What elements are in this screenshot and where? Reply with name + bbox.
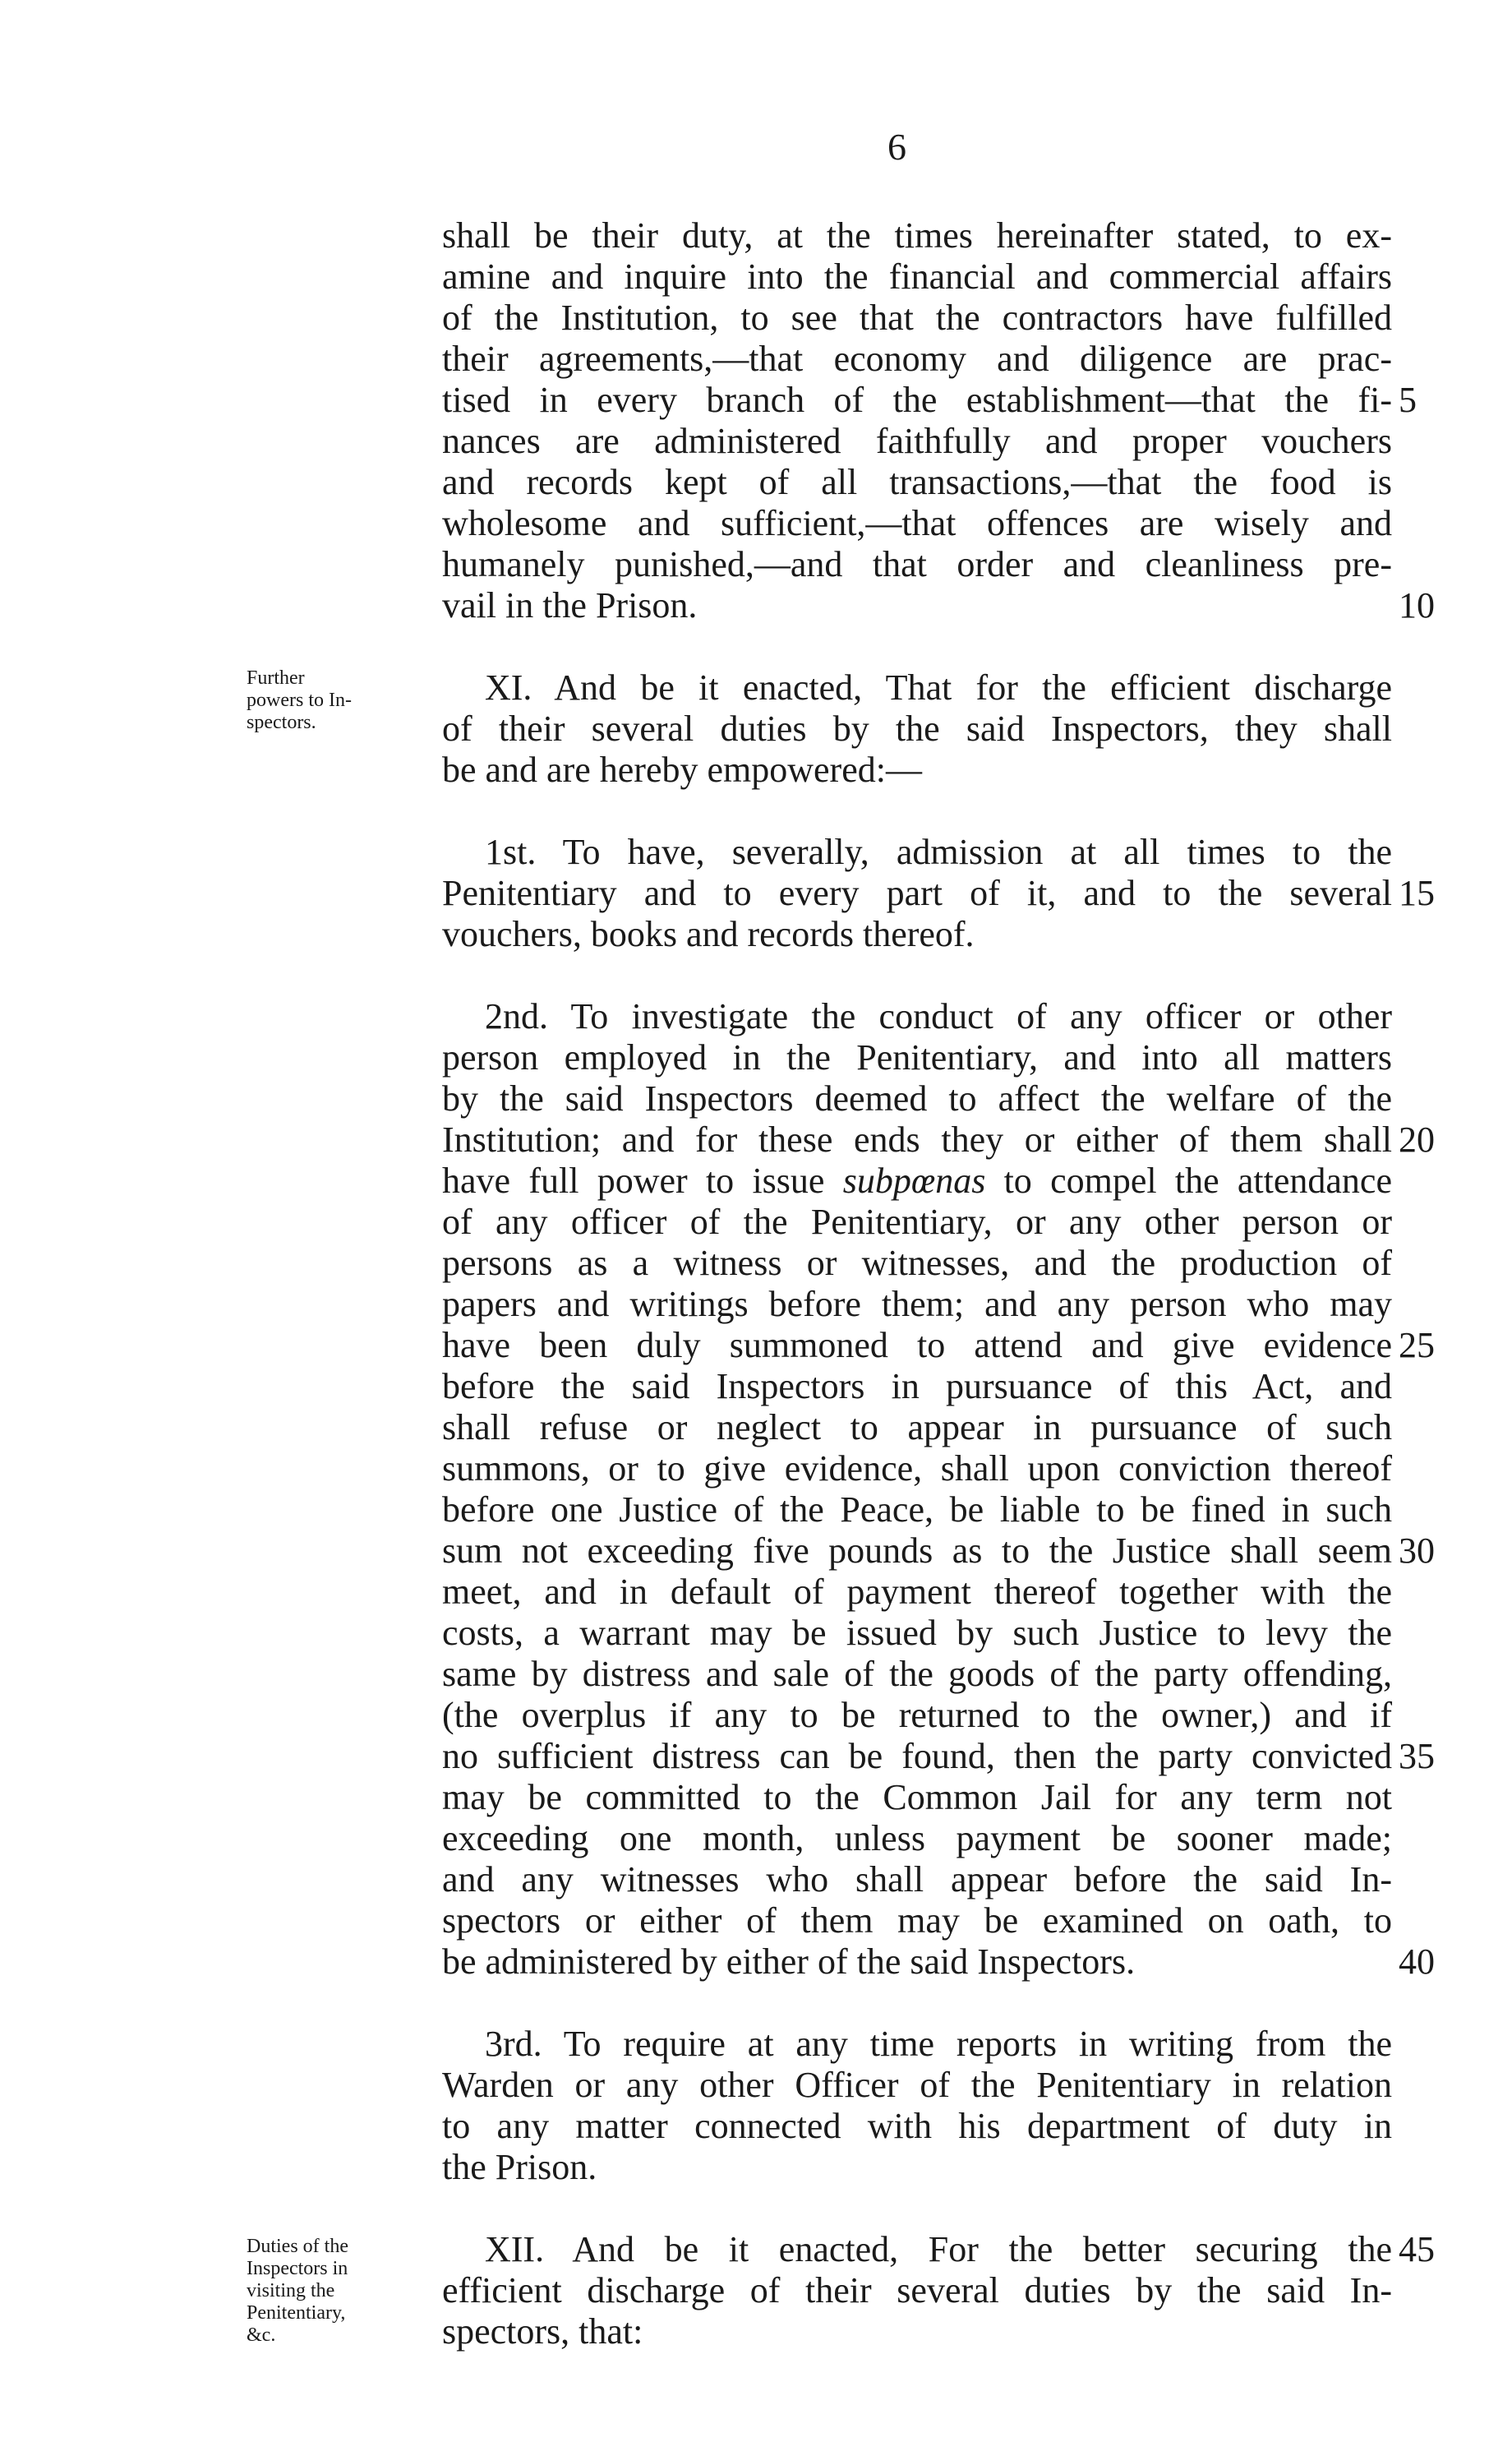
margin-note (247, 2236, 419, 2347)
margin-note-line: Penitentiary, (247, 2302, 346, 2324)
text-line: of their several duties by the said Inspectors, they shall (442, 709, 1392, 749)
text-line: be and are hereby empowered:— (442, 750, 922, 790)
text-line: and any witnesses who shall appear before the said In- (442, 1859, 1392, 1900)
text-line: be administered by either of the said Inspectors. (442, 1941, 1136, 1982)
text-line: Penitentiary and to every part of it, and to the several (442, 873, 1392, 913)
text-line: exceeding one month, unless payment be sooner made; (442, 1818, 1392, 1858)
line-number: 5 (1399, 380, 1417, 420)
text-line: (the overplus if any to be returned to the owner,) and if (442, 1695, 1392, 1735)
text-line: Warden or any other Officer of the Penitentiary in relation (442, 2065, 1392, 2105)
text-line: person employed in the Penitentiary, and into all matters (442, 1037, 1392, 1078)
text-line: have full power to issue subpœnas to compel the attendance (442, 1161, 1392, 1201)
text-line: persons as a witness or witnesses, and the production of (442, 1243, 1392, 1283)
text-line: 2nd. To investigate the conduct of any officer or other (485, 996, 1392, 1036)
text-line: sum not exceeding five pounds as to the Justice shall seem (442, 1530, 1392, 1571)
text-line: wholesome and sufficient,—that offences are wisely and (442, 503, 1392, 543)
line-number: 40 (1399, 1941, 1435, 1982)
text-line: spectors, that: (442, 2311, 643, 2352)
line-number: 30 (1399, 1530, 1435, 1571)
margin-note-line: Duties of the (247, 2236, 348, 2257)
text-line: spectors or either of them may be examined on oath, to (442, 1900, 1392, 1941)
margin-note-line: visiting the (247, 2280, 335, 2301)
text-line: Institution; and for these ends they or either of them shall (442, 1119, 1392, 1160)
text-line: 1st. To have, severally, admission at all times to the (485, 832, 1392, 872)
text-line: may be committed to the Common Jail for any term not (442, 1777, 1392, 1817)
line-number: 20 (1399, 1119, 1435, 1160)
text-line: efficient discharge of their several duties by the said In- (442, 2270, 1392, 2310)
text-line: by the said Inspectors deemed to affect the welfare of the (442, 1078, 1392, 1119)
text-line: meet, and in default of payment thereof together with the (442, 1572, 1392, 1612)
line-number: 10 (1399, 585, 1435, 626)
text-line: vail in the Prison. (442, 585, 698, 626)
text-line: the Prison. (442, 2147, 597, 2187)
margin-note (247, 667, 419, 734)
margin-note-line: &c. (247, 2324, 276, 2346)
text-line: papers and writings before them; and any person who may (442, 1284, 1392, 1324)
text-line: have been duly summoned to attend and give evidence (442, 1325, 1392, 1365)
margin-note-line: spectors. (247, 712, 316, 733)
text-line: no sufficient distress can be found, then the party convicted (442, 1736, 1392, 1776)
margin-note-line: powers to In- (247, 690, 352, 711)
text-line: before one Justice of the Peace, be liable to be fined in such (442, 1489, 1392, 1530)
text-line: shall refuse or neglect to appear in pursuance of such (442, 1407, 1392, 1447)
text-line: of any officer of the Penitentiary, or any other person or (442, 1202, 1392, 1242)
page-number: 6 (887, 126, 907, 168)
text-line: 3rd. To require at any time reports in writing from the (485, 2024, 1392, 2064)
line-number: 45 (1399, 2229, 1435, 2269)
text-line: before the said Inspectors in pursuance of this Act, and (442, 1366, 1392, 1406)
text-line: costs, a warrant may be issued by such Justice to levy the (442, 1613, 1392, 1653)
text-line: shall be their duty, at the times hereinafter stated, to ex- (442, 215, 1392, 256)
line-number: 35 (1399, 1736, 1435, 1776)
text-line: of the Institution, to see that the contractors have fulfilled (442, 298, 1392, 338)
line-number: 25 (1399, 1325, 1435, 1365)
text-line: their agreements,—that economy and diligence are prac- (442, 339, 1392, 379)
text-line: humanely punished,—and that order and cleanliness pre- (442, 544, 1392, 584)
text-line: to any matter connected with his department of duty in (442, 2106, 1392, 2146)
text-line: summons, or to give evidence, shall upon conviction thereof (442, 1448, 1392, 1489)
text-line: tised in every branch of the establishment—that the fi- (442, 380, 1392, 420)
text-line: XII. And be it enacted, For the better securing the (485, 2229, 1392, 2269)
line-number: 15 (1399, 873, 1435, 913)
text-line: XI. And be it enacted, That for the efficient discharge (485, 667, 1392, 708)
margin-note-line: Inspectors in (247, 2258, 348, 2279)
margin-note-line: Further (247, 667, 305, 689)
text-line: amine and inquire into the financial and commercial affairs (442, 256, 1392, 297)
text-line: vouchers, books and records thereof. (442, 914, 975, 954)
text-line: and records kept of all transactions,—that the food is (442, 462, 1392, 502)
text-line: nances are administered faithfully and proper vouchers (442, 421, 1392, 461)
text-line: same by distress and sale of the goods of the party offending, (442, 1654, 1392, 1694)
